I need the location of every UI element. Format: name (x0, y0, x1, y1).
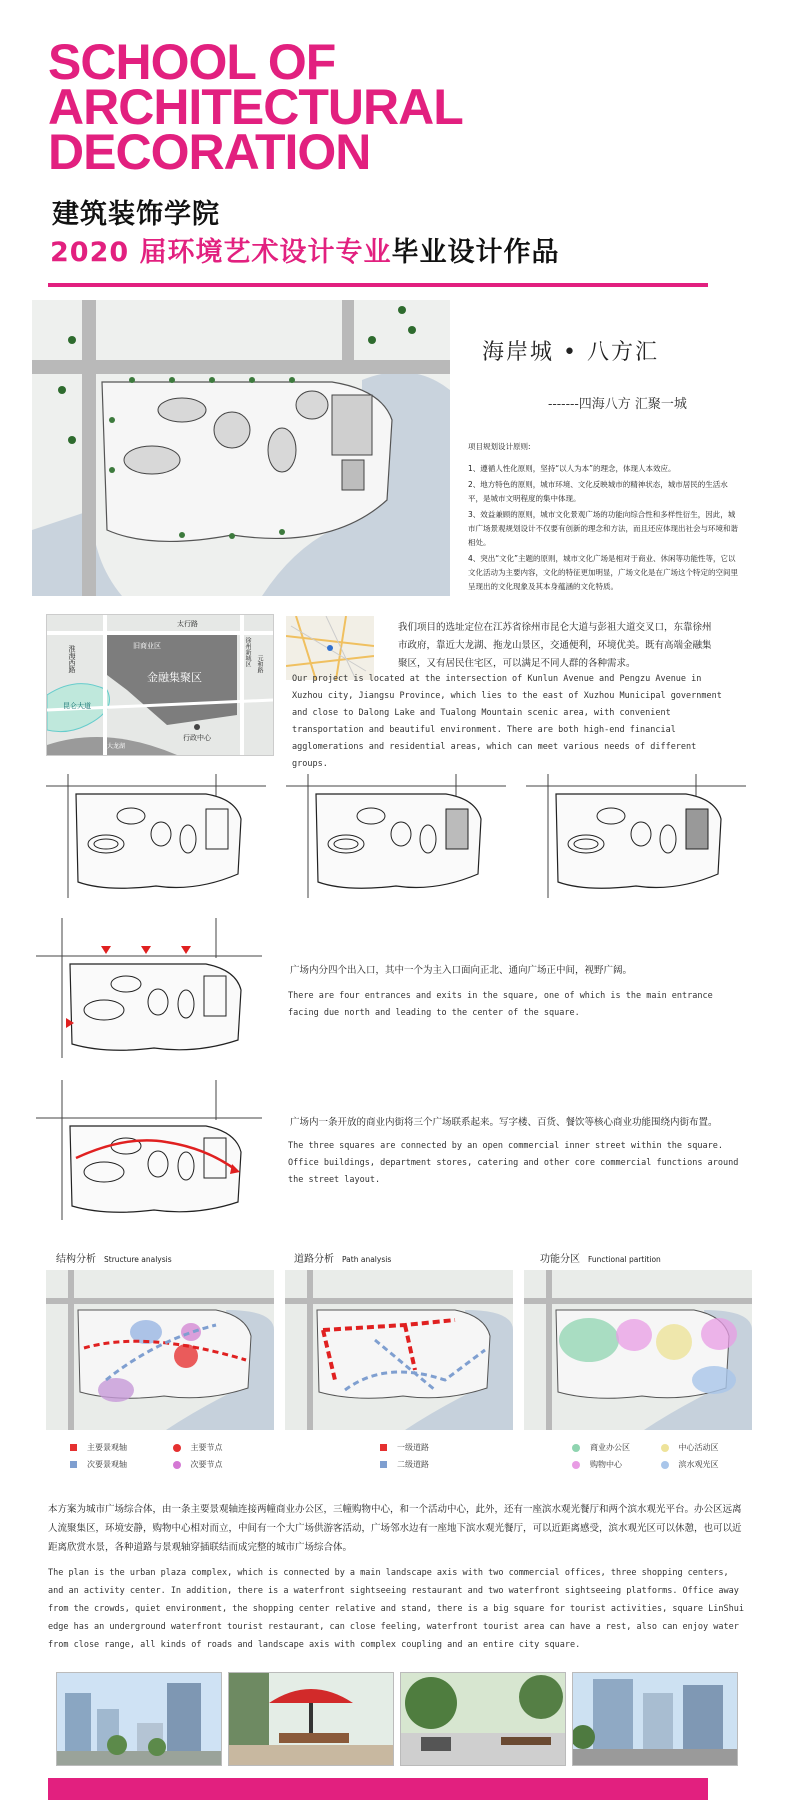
school-title-line3: DECORATION (48, 124, 371, 180)
secondary-node-dot (173, 1461, 181, 1469)
path-legend (380, 1442, 429, 1470)
map-road-right2: 元和路 (256, 655, 263, 673)
path-analysis-map (285, 1270, 513, 1430)
waterfront-dot (661, 1461, 669, 1469)
function-cn: 功能分区 (540, 1254, 580, 1265)
structure-en: Structure analysis (104, 1255, 172, 1264)
subtitle-dark: 毕业设计作品 (391, 237, 560, 268)
structure-legend (70, 1442, 223, 1470)
legend-center-activity: 中心活动区 (678, 1443, 719, 1452)
summary-text-cn: 本方案为城市广场综合体，由一条主要景观轴连接两幢商业办公区，三幢购物中心，和一个活动中心，此外，还有一座滨水观光餐厅和两个滨水观光平台。办公区远离人流聚集区，环境安静，购物中心相对而立，中间有一个大广场供游客活动，广场邻水边有一座地下滨水观光餐厅，可以近距离感受，滨水观光区可以休憩，也可以近距离欣赏水景，各种道路与景观轴穿插联结而成完整的城市广场综合体。 (48, 1504, 742, 1553)
school-title-line2: ARCHITECTURAL (48, 79, 463, 135)
school-title-line1: SCHOOL OF (48, 34, 336, 90)
legend-secondary-axis: 次要景观轴 (87, 1460, 127, 1469)
legend-waterfront: 滨水观光区 (678, 1460, 719, 1469)
function-legend (572, 1442, 719, 1470)
office-zone-dot (572, 1444, 580, 1452)
street-diagram (36, 1080, 262, 1220)
render-photo-4 (572, 1672, 738, 1766)
shopping-center-dot (572, 1461, 580, 1469)
render-photo-2 (228, 1672, 394, 1766)
sketch-plan-3 (526, 774, 746, 898)
design-principles (468, 440, 738, 594)
principles-title: 项目规划设计原则: (468, 442, 531, 451)
location-map (46, 614, 274, 756)
function-en: Functional partition (588, 1255, 661, 1264)
legend-shopping-center: 购物中心 (590, 1460, 622, 1469)
header-divider (48, 283, 708, 287)
render-photo-3 (400, 1672, 566, 1766)
legend-secondary-node: 次要节点 (190, 1460, 223, 1469)
map-road-left: 淮海西路 (68, 645, 76, 673)
project-name: 海岸城 • 八方汇 (482, 340, 659, 365)
function-analysis-heading (540, 1250, 661, 1265)
legend-secondary-road: 二级道路 (397, 1460, 429, 1469)
subtitle-pink: 2020 届环境艺术设计专业 (50, 237, 392, 268)
path-analysis-heading (294, 1250, 391, 1265)
structure-cn: 结构分析 (56, 1254, 96, 1265)
render-photo-1 (56, 1672, 222, 1766)
location-text-cn: 我们项目的选址定位在江苏省徐州市昆仑大道与彭祖大道交叉口，东靠徐州市政府，靠近大龙湖、拖龙山景区，交通便利，环境优美。既有高端金融集聚区，又有居民住宅区，可以满足不同人群的各种需求。 (398, 622, 712, 669)
map-road-mid: 昆仑大道 (63, 702, 91, 710)
map-road-right1: 徐州新城区 (244, 637, 251, 667)
main-axis-swatch (70, 1444, 77, 1451)
path-en: Path analysis (342, 1255, 392, 1264)
entrance-diagram (36, 918, 262, 1058)
principle-4: 4、突出“文化”主题的原则，城市文化广场是相对于商业、休闲等功能性等，它以文化活动为主要内容，文化的特征更加明显，广场文化是在广场这个特定的空间里呈现出的文化现象及其本身蕴涵的文化特质。 (468, 554, 738, 591)
legend-main-axis: 主要景观轴 (87, 1443, 127, 1452)
secondary-road-swatch (380, 1461, 387, 1468)
map-road-top: 太行路 (177, 620, 198, 628)
principle-2: 2、地方特色的原则，城市环境、文化反映城市的精神状态，城市居民的生活水平，是城市文明程度的集中体现。 (468, 480, 728, 503)
function-partition-map (524, 1270, 752, 1430)
summary-text-en: The plan is the urban plaza complex, which is connected by a main landscape axis with two commercial offices, three shopping centers, and an activity center. In addition, there is a waterfront sightseeing restaurant and two waterfront sightseeing platforms. Office away from the crowds, quiet environment, the shopping center relative and stand, there is a big square for tourist activities, square LinShui edge has an underground waterfront tourist restaurant, can close feeling, waterfront tourist area can have a rest, also can enjoy water from close range, all kinds of roads and landscape axis with complex coupling and an entire city square. (48, 1568, 744, 1650)
school-title (48, 34, 463, 180)
map-lake: 大龙湖 (107, 743, 126, 750)
graduation-subtitle (50, 230, 560, 269)
project-slogan: -------四海八方 汇聚一城 (548, 397, 687, 412)
street-text-en: The three squares are connected by an open commercial inner street within the square. Office buildings, department stores, catering and other core commercial functions around the street layout. (288, 1141, 739, 1185)
map-district-finance: 金融集聚区 (147, 671, 202, 684)
map-admin-center: 行政中心 (183, 734, 211, 742)
path-cn: 道路分析 (294, 1254, 334, 1265)
location-text-en: Our project is located at the intersection of Kunlun Avenue and Pengzu Avenue in Xuzhou city, Jiangsu Province, which lies to the east of Xuzhou Municipal government and close to Dalong Lake and Tualong Mountain scenic area, with convenient transportation and beautiful environment. There are both high-end financial agglomerations and residential areas, which can meet various needs of different groups. (292, 674, 722, 769)
primary-road-swatch (380, 1444, 387, 1451)
legend-office-zone: 商业办公区 (590, 1443, 630, 1452)
secondary-axis-swatch (70, 1461, 77, 1468)
legend-main-node: 主要节点 (190, 1443, 223, 1452)
sketch-plan-2 (286, 774, 506, 898)
master-plan-image (32, 300, 450, 596)
entrances-text-cn: 广场内分四个出入口，其中一个为主入口面向正北、通向广场正中间，视野广阔。 (290, 965, 633, 976)
street-text-cn: 广场内一条开放的商业内街将三个广场联系起来。写字楼、百货、餐饮等核心商业功能围绕内街布置。 (290, 1117, 718, 1128)
map-district-old: 旧商业区 (133, 642, 161, 650)
structure-analysis-heading (56, 1250, 172, 1265)
structure-analysis-map (46, 1270, 274, 1430)
legend-primary-road: 一级道路 (397, 1443, 429, 1452)
principle-1: 1、遵循人性化原则，坚持“以人为本”的理念，体现人本效应。 (468, 464, 676, 473)
principle-3: 3、效益兼顾的原则，城市文化景观广场的功能向综合性和多样性衍生，因此，城市广场景观规划设计不仅要有创新的理念和方法，而且还应体现出社会与环境和谐相处。 (468, 510, 738, 547)
college-name: 建筑装饰学院 (52, 199, 220, 230)
entrances-text-en: There are four entrances and exits in the square, one of which is the main entrance facing due north and leading to the center of the square. (288, 991, 713, 1018)
sketch-plan-1 (46, 774, 266, 898)
footer-bar (48, 1778, 708, 1800)
main-node-dot (173, 1444, 181, 1452)
center-activity-dot (661, 1444, 669, 1452)
